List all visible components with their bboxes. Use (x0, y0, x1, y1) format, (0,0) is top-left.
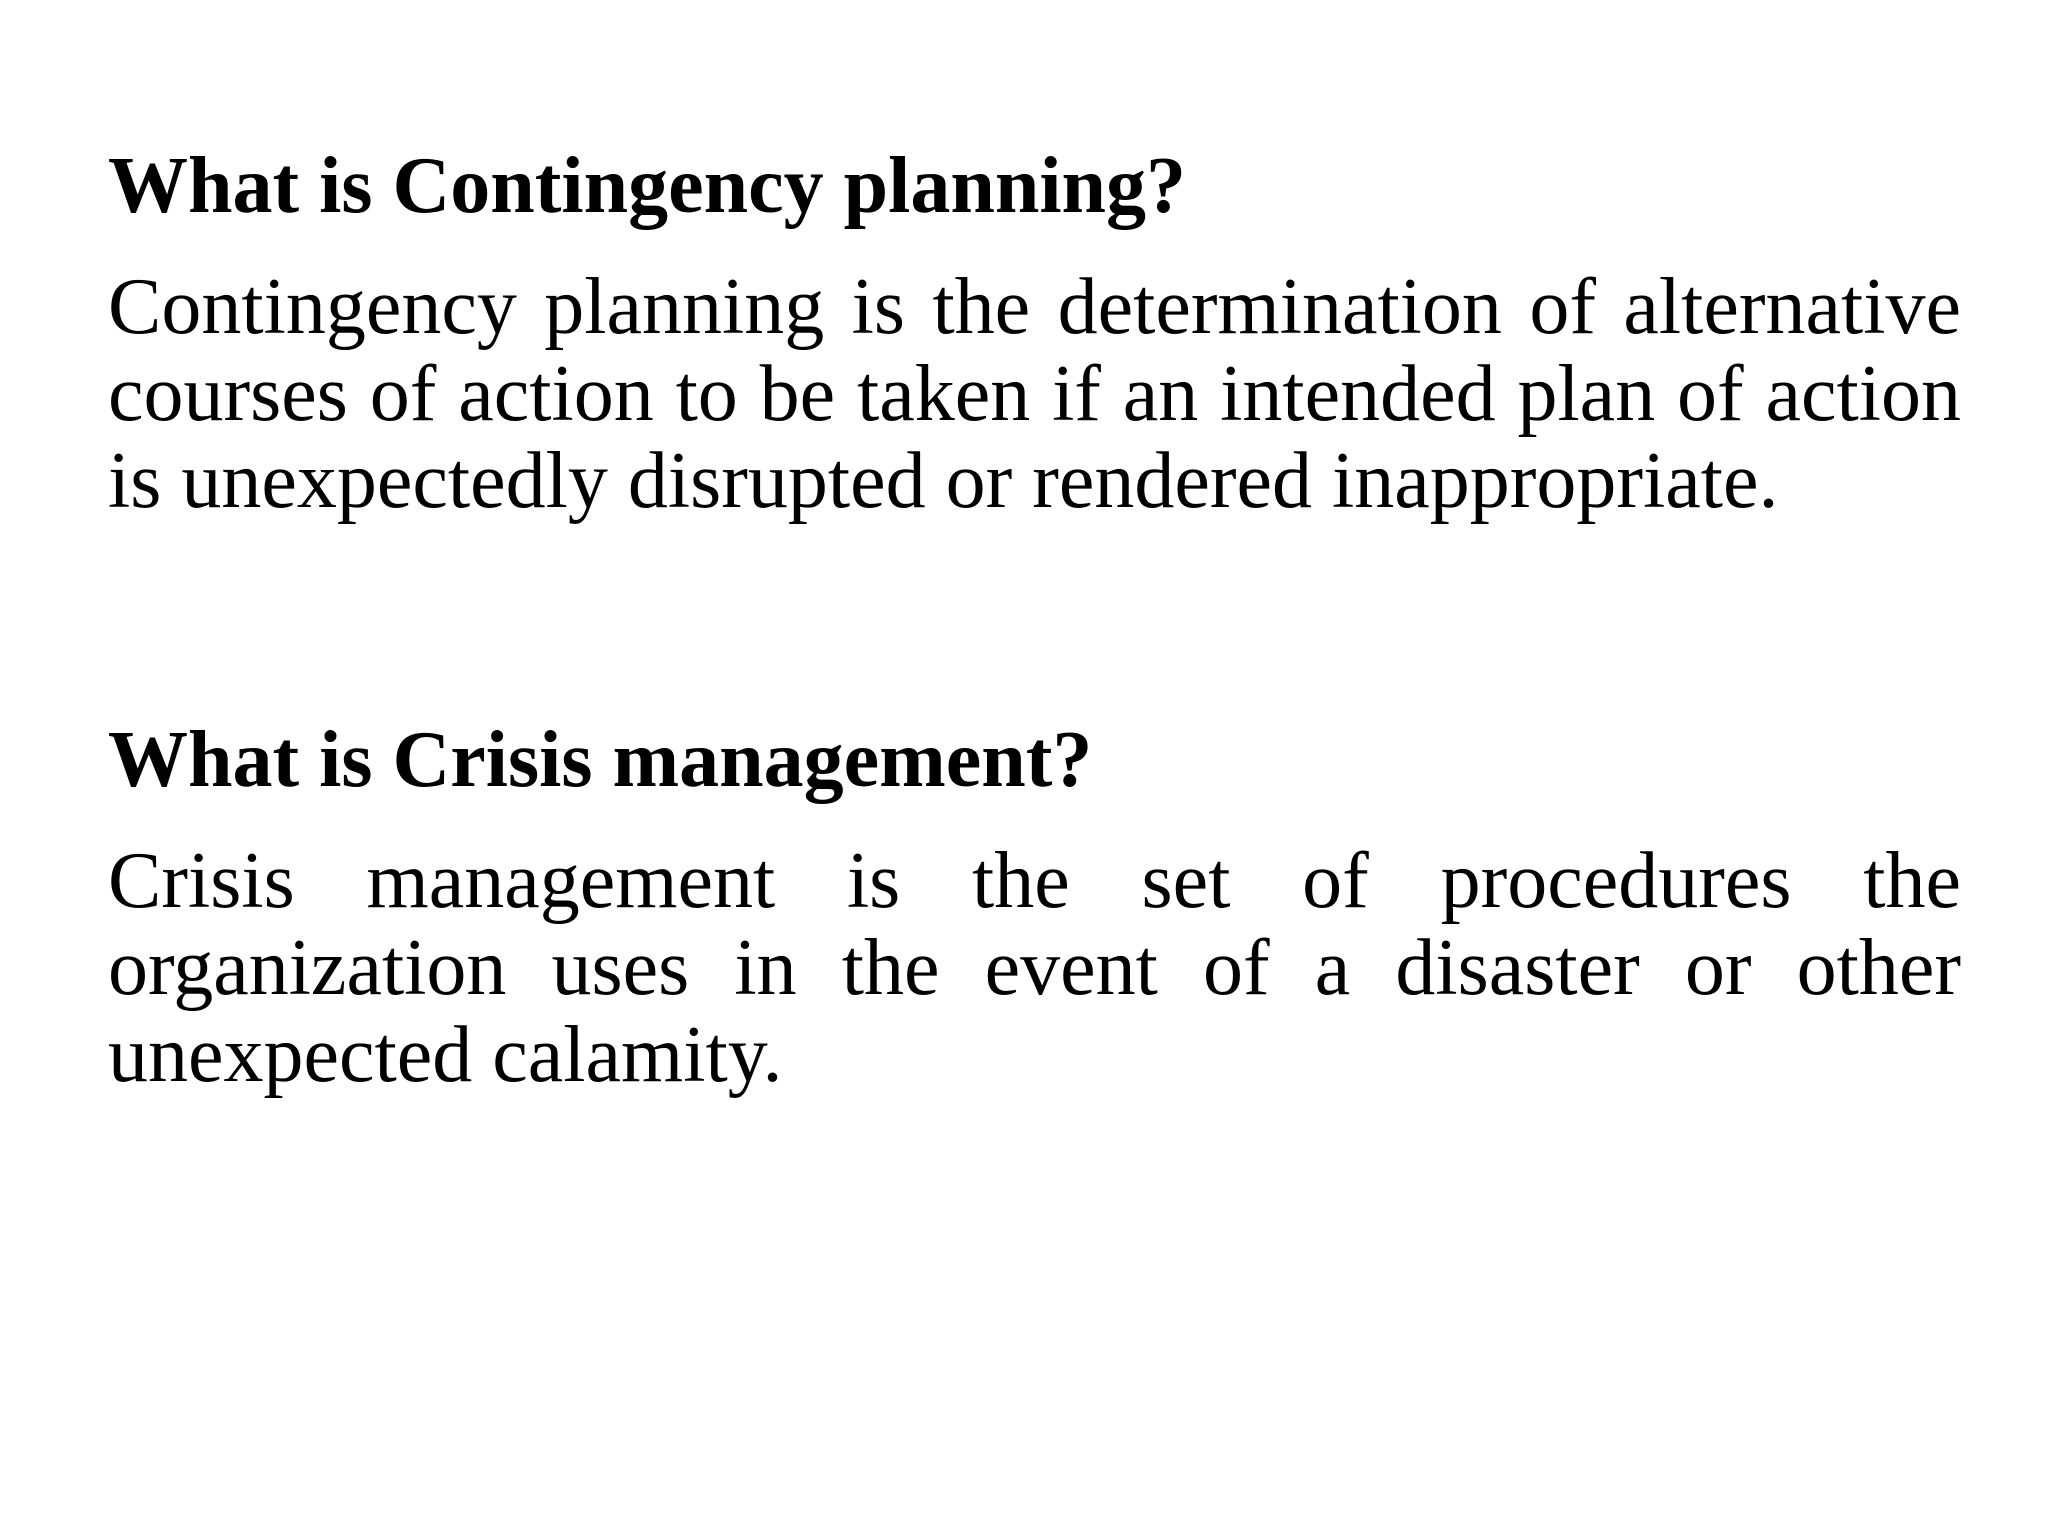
crisis-management-section (108, 712, 1961, 1099)
contingency-planning-section (108, 138, 1961, 525)
crisis-management-definition: Crisis management is the set of procedures the organization uses in the event of a disaster or other unexpected calamity. (108, 837, 1961, 1099)
contingency-planning-definition: Contingency planning is the determination of alternative courses of action to be taken if an intended plan of action is unexpectedly disrupted or rendered inappropriate. (108, 263, 1961, 525)
crisis-management-heading: What is Crisis management? (108, 716, 1093, 804)
contingency-planning-heading: What is Contingency planning? (108, 142, 1187, 230)
